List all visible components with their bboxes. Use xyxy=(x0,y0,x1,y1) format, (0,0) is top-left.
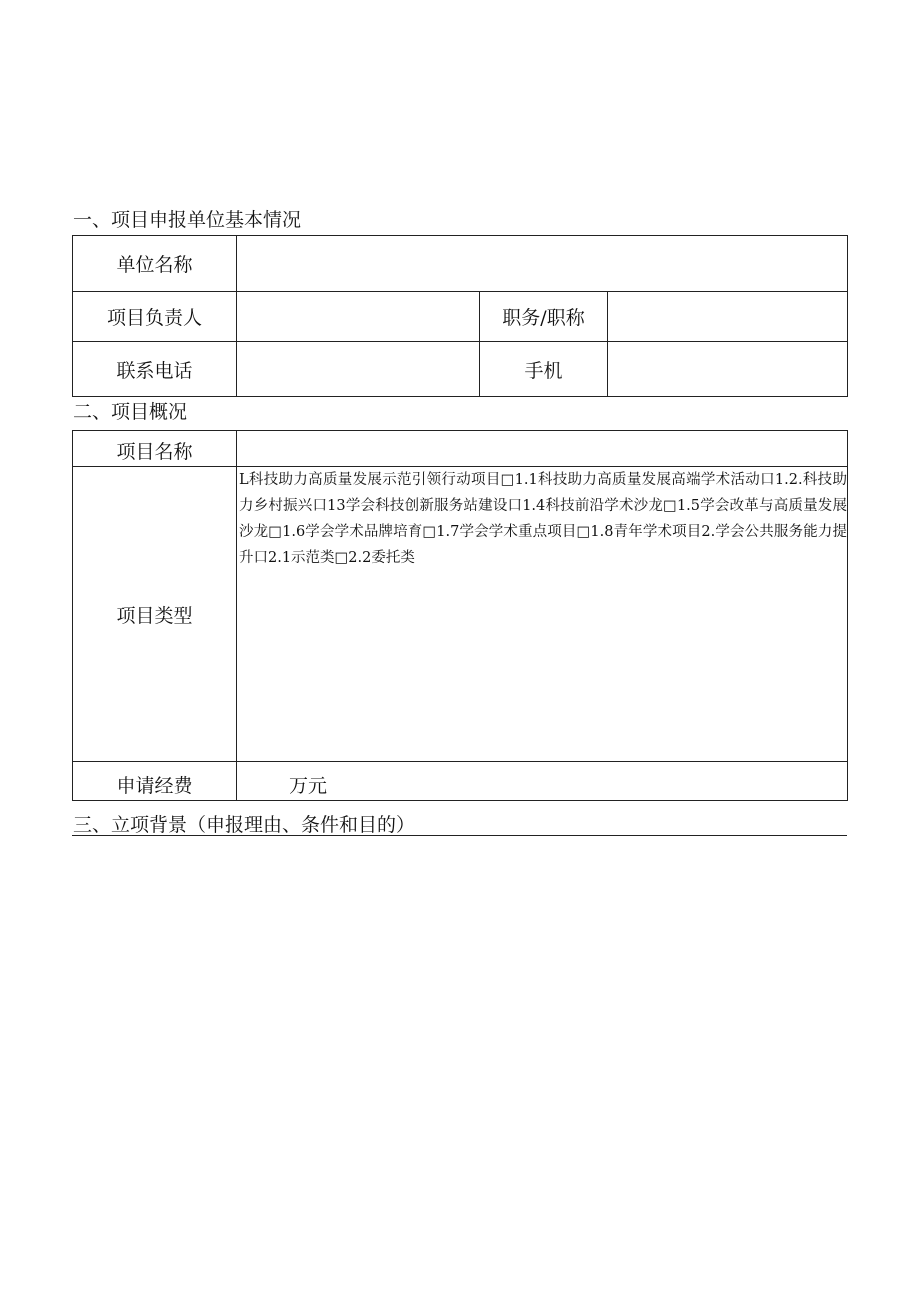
funding-unit: 万元 xyxy=(289,775,328,797)
project-leader-label: 项目负责人 xyxy=(73,292,237,342)
project-leader-field[interactable] xyxy=(237,292,480,342)
section-1-title: 一、项目申报单位基本情况 xyxy=(73,209,302,231)
mobile-label: 手机 xyxy=(480,342,608,397)
project-type-label: 项目类型 xyxy=(73,467,237,762)
position-title-label: 职务/职称 xyxy=(480,292,608,342)
section-2-title: 二、项目概况 xyxy=(73,401,188,423)
position-title-field[interactable] xyxy=(608,292,848,342)
project-name-label: 项目名称 xyxy=(73,431,237,467)
project-overview-table xyxy=(72,430,848,801)
table-row xyxy=(73,342,848,397)
table-row xyxy=(73,762,848,801)
table-row xyxy=(73,236,848,292)
section-3-title: 三、立项背景（申报理由、条件和目的） xyxy=(73,814,416,836)
unit-name-label: 单位名称 xyxy=(73,236,237,292)
contact-phone-field[interactable] xyxy=(237,342,480,397)
unit-info-table xyxy=(72,235,848,397)
table-row xyxy=(73,431,848,467)
mobile-field[interactable] xyxy=(608,342,848,397)
contact-phone-label: 联系电话 xyxy=(73,342,237,397)
funding-label: 申请经费 xyxy=(73,762,237,801)
section-3-divider xyxy=(72,835,847,836)
table-row xyxy=(73,467,848,762)
funding-field[interactable] xyxy=(237,762,848,801)
table-row xyxy=(73,292,848,342)
project-name-field[interactable] xyxy=(237,431,848,467)
unit-name-field[interactable] xyxy=(237,236,848,292)
project-type-options[interactable]: L科技助力高质量发展示范引领行动项目□1.1科技助力高质量发展高端学术活动口1.2.科技助力乡村振兴口13学会科技创新服务站建设口1.4科技前沿学术沙龙□1.5学会改革与高质量发展沙龙□1.6学会学术品牌培育□1.7学会学术重点项目□1.8青年学术项目2.学会公共服务能力提升口2.1示范类□2.2委托类 xyxy=(237,467,848,762)
